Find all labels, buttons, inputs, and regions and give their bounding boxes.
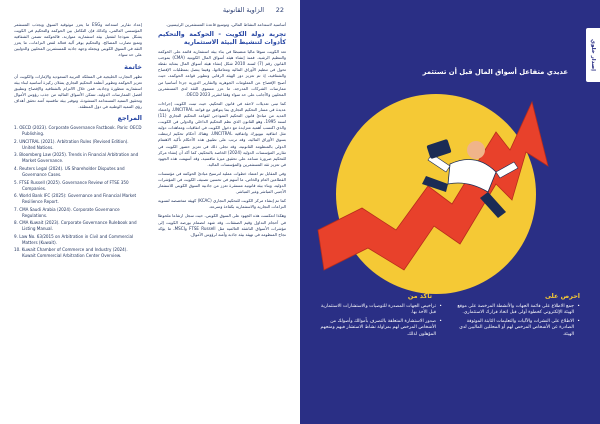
side-tab (586, 28, 600, 82)
column-intro: إعداد تقارير استدامة وESG ما يعزز موثوقية السوق ويجذب المستثمر المؤسسي العالمي، وكذلك فإن التكامل بين الحوكمة والتحكيم في الكويت يشكل نموذجا لتفعيل بيئة استثمارية متوازنة، فالحوكمة تضمن الشفافية وتمنع تضارب المصالح، والتحكيم يوفر آلية فعالة لفض النزاعات، ما يعزز الثقة في السوق الكويتي ويجعله وجهة جاذبة للمستثمرين المحليين والدوليين على حد سواء. (14, 22, 142, 58)
column-right (158, 22, 286, 241)
tip-item: • الاطلاع على النشرات والآليات والتعليمات الثابتة الموثوقة الصادرة عن الأشخاص المرخص لهم أو المحللين الماليين لدى الهيئة. (452, 319, 580, 338)
section-title: الزاوية القانونية (222, 6, 264, 14)
reference-item: 1. OECD (2023). Corporate Governance Factbook. Paris: OECD Publishing. (14, 125, 142, 137)
tips-list (452, 304, 580, 340)
reference-item: 10. Kuwait Chamber of Commerce and Industry (2024). Kuwait Commercial Arbitration Center Overview. (14, 247, 128, 259)
tip-item: • جمع الاطلاع على قائمة الجهات والأنشطة المرخصة على موقع الهيئة الإلكتروني كخطوة أولى قبل اتخاذ قرارك الاستثماري. (452, 304, 580, 317)
trend-arrow-illustration (300, 80, 600, 300)
paragraph: كما تم إنشاء مركز الكويت للتحكيم التجاري (KCAC) كهيئة متخصصة لتسوية النزاعات التجارية والاستثمارية بكفاءة وسرعة. (158, 198, 286, 210)
feature-title: عديدي متفاعل أسواق المال قبل أن تستثمر (422, 68, 568, 76)
reference-item: 7. CMA Saudi Arabia (2024). Corporate Governance Regulations. (14, 206, 120, 218)
reference-item: 6. World Bank IFC (2025): Governance and Financial Market Resilience Report. (14, 193, 137, 205)
conclusion-heading: خاتمة (124, 62, 142, 71)
conclusion-text: تظهر التجارب الخليجية في المملكة العربية السعودية والإمارات والكويت أن تعزيز الحوكمة وتطوير أنظمة التحكيم التجاري يمثلان ركيزة أساسية لبناء بيئة استثمارية متطورة وجاذبة، فمن خلال الالتزام بالشفافية والإفصاح وتطبيق أفضل الممارسات الدولية، تتمكن الأسواق المالية من جذب رؤوس الأموال وتحقيق التنمية المستدامة المنشودة، وتوفير بيئة تنافسية آمنة تحقق أهداف رؤى التنمية الوطنية في دول المنطقة. (14, 73, 142, 110)
checks-list (318, 304, 442, 340)
section-heading: تجربة دولة الكويت - الحوكمة والتحكيم كأدوات لتنشيط البيئة الاستثمارية (158, 31, 286, 47)
reference-item: 3. Bloomberg Law (2025). Trends in Financial Arbitration and Market Governance. (14, 152, 139, 164)
references-heading: المراجع (117, 114, 142, 123)
reference-item: 8. CMA Kuwait (2023). Corporate Governance Rulebook and Listing Manual. (14, 220, 137, 232)
paragraph: تعد الكويت سوقا ماليا منضبطا في بناء بيئة استثمارية قائمة على الحوكمة والتنظيم الرشيد. فمنذ إنشاء هيئة أسواق المال الكويتية (CMA) بموجب القانون رقم (7) لسنة 2010 شكل إنشاء هيئة أسواق المال بمثابة نقطة تحول في تنظيم الأوراق المالية ومعاملاتها، وفيما يتصل بمتطلبات الإفصاح والشفافية، إذ تم تعزيز دور الهيئة الرقابي وتطوير قواعد الحوكمة، حيث أصبح الإفصاح عن المعلومات الجوهرية والتقارير الدورية جزءا أساسيا من ممارسات الشركات المدرجة، ما عزز مستوى الثقة لدى المستثمرين المحليين والأجانب على حد سواء وفقا لتقرير OECD 2023. (158, 49, 286, 97)
check-item: • تراخيص الجهات المصدرة للتوصيات والاستشارات الاستثمارية قبل الأخذ بها. (318, 304, 442, 317)
reference-item: 5. FTSE Russell (2025). Governance Review of FTSE 350 Companies. (14, 179, 129, 191)
paragraph: وهكذا انعكست هذه الجهود على السوق الكويتي، حيث سجل ارتفاعا ملحوظا في أحجام التداول وقيم الصفقات، وقد شهد انضمام بورصة الكويت إلى مؤشرات الأسواق الناشئة العالمية مثل FTSE Russell وMSCI، ما يؤكد نجاح المنظومة في تهيئة بيئة جاذبة وآمنة لرؤوس الأموال. (158, 213, 287, 237)
reference-item: 9. Law No. 63/2015 on Arbitration in Civil and Commercial Matters (Kuwait). (14, 233, 134, 245)
reference-item: 4. Reuters Legal (2024). US Shareholder Disputes and Governance Cases. (14, 165, 125, 177)
side-tab-label: إصدار خلوي (590, 38, 596, 72)
column-left (14, 22, 142, 261)
page-header (0, 6, 300, 18)
paragraph: كما تبنى تعديلات لاحقة في قانون التحكيم، حيث تبنت الكويت إجراءات عديدة في مسار التحكيم التجاري بما يتوافق مع قواعد UNCITRAL، واعتماد العديد من مبادئ قانون التحكيم النموذجي لقواعد التحكيم التجاري (11) لسنة 1995، وهو القانون الذي نظم التحكيم الداخلي والدولي في الكويت، والذي اكتسب أهمية متزايدة مع دخول الكويت في اتفاقيات ومعاهدات دولية مثل اتفاقية نيويورك واتفاقية UNCITRAL، وهناك أحكام تحكيم ارتبطت بسوق الأوراق المالية، وقد ترتب على تطبيق هذه الأحكام تأكيد الاهتمام الدولي بالمنظومة القانونية، وقد تجلى ذلك في تعزيز حضور الكويت في تقارير المؤسسات الدولية (2024) الخاصة بالتحكيم، كما أكد أن إنشاء مركز للتحكيم ضرورة تساعد على تحقيق ميزة تنافسية، وقد أسهمت هذه الجهود في تعزيز ثقة المستثمرين والمؤسسات المالية. (158, 100, 286, 167)
check-item: • صدور الاستشارة المتعلقة بالتصرف بأموالك وأصولك من الأشخاص المرخص لهم بمزاولة نشاط الاستشار فيهم ومنحهم المؤهلون لذلك. (318, 319, 442, 338)
page-number: 22 (275, 6, 284, 14)
awareness-page (300, 0, 600, 424)
checks-title: تأكد من (407, 292, 432, 300)
tips-title: احرص على (544, 292, 580, 300)
column-intro: أساسية لاستدامة النشاط المالي، وتوسيع قاعدة المستثمرين الرئيسيين. (165, 22, 286, 27)
references-list (14, 125, 142, 259)
paragraph: وفي المقابل تم اعتماد خطوات عملية لترسيخ مبادئ الحوكمة في مؤسسات القطاعين العام والخاص، ما أسهم في تحسين تصنيف الكويت في المؤشرات الدولية، وبناء بيئة قانونية مستقرة تعزز من جاذبية السوق الكويتي للاستثمار الأجنبي المباشر وغير المباشر. (158, 170, 286, 195)
reference-item: 2. UNCITRAL (2021). Arbitration Rules (Revised Edition). United Nations. (14, 138, 129, 150)
